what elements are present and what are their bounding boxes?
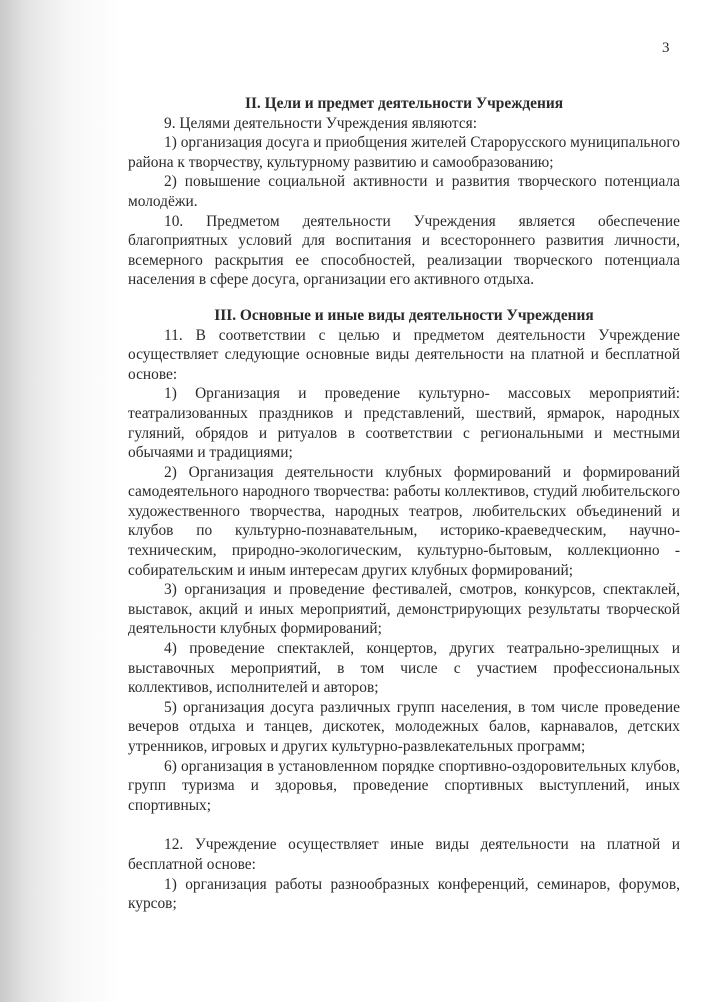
paragraph: 2) повышение социальной активности и развития творческого потенциала молодёжи. — [128, 173, 680, 210]
paragraph: 11. В соответствии с целью и предметом деятельности Учреждение осуществляет следующие основные виды деятельности на платной и бесплатной основе: — [128, 326, 680, 383]
paragraph: 5) организация досуга различных групп населения, в том числе проведение вечеров отдыха и танцев, дискотек, молодежных балов, карнавалов, детских утренников, игровых и других культурно-развлекательных программ; — [128, 698, 680, 755]
paragraph: 12. Учреждение осуществляет иные виды деятельности на платной и бесплатной основе: — [128, 836, 680, 873]
paragraph: 1) организация работы разнообразных конференций, семинаров, форумов, курсов; — [128, 875, 680, 913]
paragraph: 6) организация в установленном порядке спортивно-оздоровительных клубов, групп туризма и здоровья, проведение спортивных выступлений, иных спортивных; — [128, 757, 680, 814]
document-body — [128, 94, 680, 914]
paragraph: 9. Целями деятельности Учреждения являются: — [164, 114, 478, 132]
paragraph: 1) Организация и проведение культурно- массовых мероприятий: театрализованных праздников и представлений, шествий, ярмарок, народных гуляний, обрядов и ритуалов в соответствии с региональными и местными обычаями и традициями; — [128, 385, 680, 462]
paragraph: 10. Предметом деятельности Учреждения является обеспечение благоприятных условий для воспитания и всестороннего развития личности, всемерного раскрытия ее способностей, реализации творческого потенциала населения в сфере досуга, организации его активного отдыха. — [128, 212, 680, 289]
page-number: 3 — [662, 40, 670, 56]
paragraph: 3) организация и проведение фестивалей, смотров, конкурсов, спектаклей, выставок, акций и иных мероприятий, демонстрирующих результаты творческой деятельности клубных формирований; — [128, 581, 680, 638]
section-2-heading: II. Цели и предмет деятельности Учреждения — [244, 95, 564, 112]
section-3-heading: III. Основные и иные виды деятельности Учреждения — [214, 306, 594, 324]
paragraph: 2) Организация деятельности клубных формирований и формирований самодеятельного народного творчества: работы коллективов, студий любительского художественного творчества, народных театров, любительских объединений и клубов по культурно-познавательным, историко-краеведческим, научно-техническим, природно-экологическим, культурно-бытовым, коллекционно - собирательским и иным интересам других клубных формирований; — [128, 463, 680, 579]
paragraph: 1) организация досуга и приобщения жителей Старорусского муниципального района к творчеству, культурному развитию и самообразованию; — [128, 134, 680, 171]
paragraph-gap — [128, 815, 680, 835]
paragraph: 4) проведение спектаклей, концертов, других театрально-зрелищных и выставочных мероприятий, в том числе с участием профессиональных коллективов, исполнителей и авторов; — [128, 640, 680, 697]
